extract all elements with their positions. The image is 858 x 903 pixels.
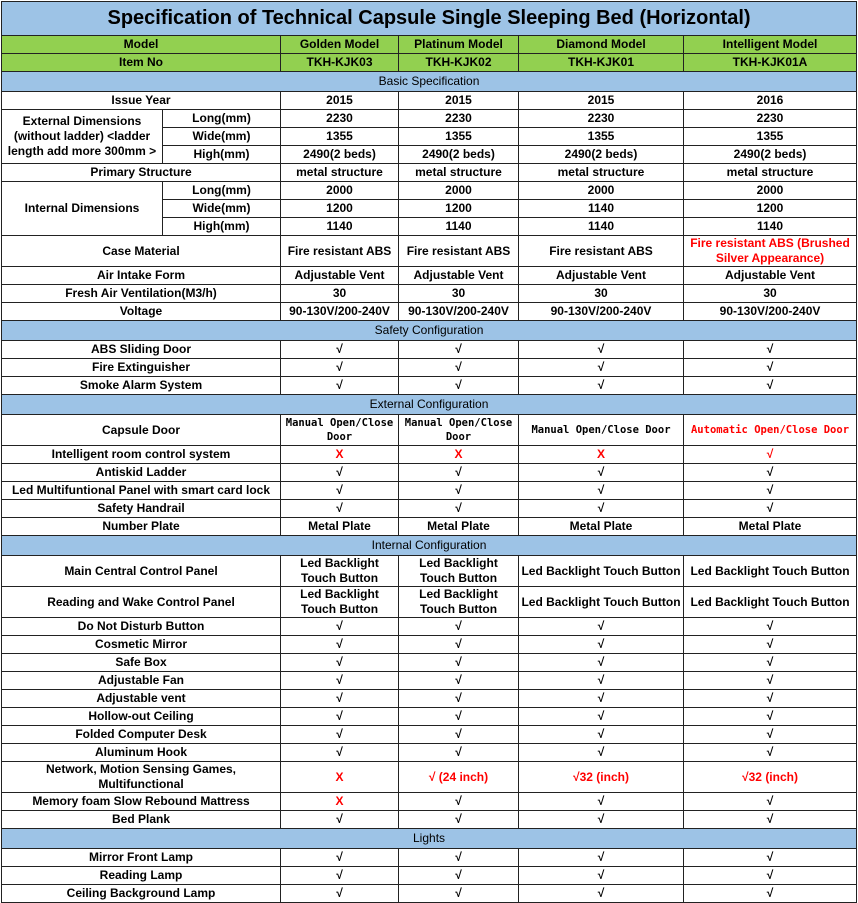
- section-header: [2, 72, 857, 92]
- row-label: Air Intake Form: [2, 267, 281, 285]
- row-label: Smoke Alarm System: [2, 377, 281, 395]
- table-row: [2, 359, 857, 377]
- table-row: [2, 377, 857, 395]
- spec-value: 1200: [684, 200, 857, 218]
- spec-value: 2490(2 beds): [399, 146, 519, 164]
- row-label: Reading and Wake Control Panel: [2, 587, 281, 618]
- table-row: [2, 636, 857, 654]
- table-row: [2, 849, 857, 867]
- spec-value: 2230: [281, 110, 399, 128]
- sub-label: Long(mm): [163, 182, 281, 200]
- model-diamond: Diamond Model: [519, 36, 684, 54]
- table-row: [2, 182, 857, 200]
- spec-value: 2490(2 beds): [519, 146, 684, 164]
- spec-value: √: [281, 618, 399, 636]
- spec-value: √: [684, 482, 857, 500]
- section-title: Internal Configuration: [2, 536, 857, 556]
- table-row: [2, 618, 857, 636]
- table-row: [2, 92, 857, 110]
- spec-value: √: [519, 744, 684, 762]
- model-intelligent: Intelligent Model: [684, 36, 857, 54]
- table-row: [2, 415, 857, 446]
- spec-value: √: [399, 341, 519, 359]
- table-row: [2, 744, 857, 762]
- spec-value: X: [281, 793, 399, 811]
- spec-value: 2000: [519, 182, 684, 200]
- spec-value: √: [684, 849, 857, 867]
- row-label: Led Multifuntional Panel with smart card lock: [2, 482, 281, 500]
- spec-value: 1140: [684, 218, 857, 236]
- spec-value: √: [684, 811, 857, 829]
- table-row: [2, 303, 857, 321]
- spec-value: 30: [684, 285, 857, 303]
- group-label: External Dimensions (without ladder) <ladder length add more 300mm >: [2, 110, 163, 164]
- spec-value: 90-130V/200-240V: [684, 303, 857, 321]
- spec-value: Led Backlight Touch Button: [399, 587, 519, 618]
- section-title: Basic Specification: [2, 72, 857, 92]
- item-platinum: TKH-KJK02: [399, 54, 519, 72]
- spec-value: √: [519, 482, 684, 500]
- spec-table: [1, 1, 857, 903]
- spec-value: √: [519, 341, 684, 359]
- row-label: Network, Motion Sensing Games, Multifunctional: [2, 762, 281, 793]
- row-label: Ceiling Background Lamp: [2, 885, 281, 903]
- table-row: [2, 762, 857, 793]
- row-label: Fresh Air Ventilation(M3/h): [2, 285, 281, 303]
- spec-value: 1200: [399, 200, 519, 218]
- row-label: ABS Sliding Door: [2, 341, 281, 359]
- spec-value: X: [281, 446, 399, 464]
- spec-value: √: [684, 359, 857, 377]
- spec-value: Led Backlight Touch Button: [399, 556, 519, 587]
- spec-value: 90-130V/200-240V: [281, 303, 399, 321]
- spec-value: √: [281, 654, 399, 672]
- spec-value: √32 (inch): [519, 762, 684, 793]
- row-label: Reading Lamp: [2, 867, 281, 885]
- spec-value: √: [399, 726, 519, 744]
- spec-value: Led Backlight Touch Button: [519, 556, 684, 587]
- sub-label: High(mm): [163, 146, 281, 164]
- row-label: Fire Extinguisher: [2, 359, 281, 377]
- row-label: Number Plate: [2, 518, 281, 536]
- table-row: [2, 285, 857, 303]
- row-label: Mirror Front Lamp: [2, 849, 281, 867]
- spec-value: √: [399, 618, 519, 636]
- spec-value: √: [684, 726, 857, 744]
- section-header: [2, 536, 857, 556]
- item-diamond: TKH-KJK01: [519, 54, 684, 72]
- spec-value: √: [281, 726, 399, 744]
- spec-value: √: [684, 708, 857, 726]
- spec-value: 2230: [399, 110, 519, 128]
- spec-value: Fire resistant ABS: [519, 236, 684, 267]
- spec-value: √: [281, 690, 399, 708]
- row-label: Case Material: [2, 236, 281, 267]
- spec-value: Metal Plate: [684, 518, 857, 536]
- table-row: [2, 867, 857, 885]
- sub-label: High(mm): [163, 218, 281, 236]
- row-label: Cosmetic Mirror: [2, 636, 281, 654]
- spec-value: 1140: [399, 218, 519, 236]
- spec-value: 30: [399, 285, 519, 303]
- row-label: Aluminum Hook: [2, 744, 281, 762]
- table-row: [2, 811, 857, 829]
- spec-value: √: [684, 446, 857, 464]
- spec-value: 2490(2 beds): [684, 146, 857, 164]
- spec-value: √: [684, 885, 857, 903]
- spec-value: 2016: [684, 92, 857, 110]
- row-label: Safe Box: [2, 654, 281, 672]
- spec-value: √: [519, 636, 684, 654]
- spec-value: √: [399, 744, 519, 762]
- spec-value: √: [684, 500, 857, 518]
- spec-value: √: [281, 885, 399, 903]
- spec-value: 1140: [519, 218, 684, 236]
- spec-value: √: [399, 885, 519, 903]
- row-label: Safety Handrail: [2, 500, 281, 518]
- spec-value: √: [519, 793, 684, 811]
- row-label: Memory foam Slow Rebound Mattress: [2, 793, 281, 811]
- spec-value: √: [281, 672, 399, 690]
- spec-value: √: [399, 811, 519, 829]
- spec-value: √: [519, 654, 684, 672]
- spec-value: √: [684, 377, 857, 395]
- model-golden: Golden Model: [281, 36, 399, 54]
- spec-value: 2000: [399, 182, 519, 200]
- spec-value: Led Backlight Touch Button: [519, 587, 684, 618]
- spec-value: 90-130V/200-240V: [519, 303, 684, 321]
- spec-value: 2490(2 beds): [281, 146, 399, 164]
- spec-value: Metal Plate: [399, 518, 519, 536]
- table-row: [2, 500, 857, 518]
- spec-value: metal structure: [399, 164, 519, 182]
- spec-value: √: [519, 690, 684, 708]
- spec-value: 1355: [684, 128, 857, 146]
- spec-value: Metal Plate: [281, 518, 399, 536]
- item-golden: TKH-KJK03: [281, 54, 399, 72]
- spec-value: 1355: [399, 128, 519, 146]
- row-label: Bed Plank: [2, 811, 281, 829]
- spec-value: Fire resistant ABS (Brushed Silver Appearance): [684, 236, 857, 267]
- spec-value: Manual Open/Close Door: [519, 415, 684, 446]
- spec-value: √: [519, 708, 684, 726]
- spec-value: √: [281, 464, 399, 482]
- table-row: [2, 654, 857, 672]
- spec-value: 90-130V/200-240V: [399, 303, 519, 321]
- spec-value: Led Backlight Touch Button: [281, 587, 399, 618]
- row-label: Voltage: [2, 303, 281, 321]
- spec-value: Fire resistant ABS: [281, 236, 399, 267]
- spec-value: Adjustable Vent: [399, 267, 519, 285]
- spec-value: 2015: [281, 92, 399, 110]
- section-title: External Configuration: [2, 395, 857, 415]
- group-label: Internal Dimensions: [2, 182, 163, 236]
- row-label: Intelligent room control system: [2, 446, 281, 464]
- section-title: Safety Configuration: [2, 321, 857, 341]
- row-label: Hollow-out Ceiling: [2, 708, 281, 726]
- spec-value: Automatic Open/Close Door: [684, 415, 857, 446]
- table-row: [2, 708, 857, 726]
- spec-value: Led Backlight Touch Button: [684, 587, 857, 618]
- spec-value: √: [281, 377, 399, 395]
- model-row: [2, 36, 857, 54]
- table-row: [2, 110, 857, 128]
- spec-value: metal structure: [519, 164, 684, 182]
- spec-value: √: [519, 618, 684, 636]
- page-title: Specification of Technical Capsule Single Sleeping Bed (Horizontal): [2, 2, 857, 36]
- item-row: [2, 54, 857, 72]
- spec-value: Manual Open/Close Door: [399, 415, 519, 446]
- spec-value: √: [684, 341, 857, 359]
- model-platinum: Platinum Model: [399, 36, 519, 54]
- spec-value: √: [684, 618, 857, 636]
- item-label: Item No: [2, 54, 281, 72]
- spec-value: √: [519, 672, 684, 690]
- spec-value: 2015: [519, 92, 684, 110]
- spec-value: √: [684, 654, 857, 672]
- spec-value: √: [281, 867, 399, 885]
- spec-value: √: [281, 359, 399, 377]
- row-label: Main Central Control Panel: [2, 556, 281, 587]
- table-row: [2, 672, 857, 690]
- spec-value: √: [684, 636, 857, 654]
- spec-value: √: [399, 690, 519, 708]
- spec-value: metal structure: [281, 164, 399, 182]
- spec-value: X: [519, 446, 684, 464]
- spec-value: √: [281, 811, 399, 829]
- spec-value: Adjustable Vent: [684, 267, 857, 285]
- spec-value: √ (24 inch): [399, 762, 519, 793]
- spec-value: 2000: [684, 182, 857, 200]
- row-label: Folded Computer Desk: [2, 726, 281, 744]
- spec-value: √: [684, 690, 857, 708]
- spec-value: 1140: [519, 200, 684, 218]
- spec-value: metal structure: [684, 164, 857, 182]
- table-row: [2, 885, 857, 903]
- table-row: [2, 690, 857, 708]
- spec-value: √: [281, 708, 399, 726]
- spec-value: √: [399, 867, 519, 885]
- row-label: Issue Year: [2, 92, 281, 110]
- spec-value: Manual Open/Close Door: [281, 415, 399, 446]
- spec-value: √: [281, 636, 399, 654]
- spec-value: √: [399, 708, 519, 726]
- table-row: [2, 267, 857, 285]
- spec-value: 2230: [684, 110, 857, 128]
- spec-value: Metal Plate: [519, 518, 684, 536]
- spec-value: √: [519, 885, 684, 903]
- spec-value: √: [399, 359, 519, 377]
- spec-value: Adjustable Vent: [281, 267, 399, 285]
- spec-value: √: [399, 377, 519, 395]
- row-label: Adjustable Fan: [2, 672, 281, 690]
- spec-value: 1355: [281, 128, 399, 146]
- spec-value: √: [519, 359, 684, 377]
- row-label: Antiskid Ladder: [2, 464, 281, 482]
- table-row: [2, 341, 857, 359]
- spec-value: X: [281, 762, 399, 793]
- spec-value: √: [684, 672, 857, 690]
- spec-value: √: [519, 849, 684, 867]
- row-label: Do Not Disturb Button: [2, 618, 281, 636]
- spec-value: 2000: [281, 182, 399, 200]
- table-row: [2, 446, 857, 464]
- spec-value: √: [519, 726, 684, 744]
- sub-label: Wide(mm): [163, 200, 281, 218]
- section-header: [2, 395, 857, 415]
- spec-value: √: [684, 793, 857, 811]
- table-row: [2, 482, 857, 500]
- table-row: [2, 518, 857, 536]
- spec-value: 1200: [281, 200, 399, 218]
- spec-value: 2230: [519, 110, 684, 128]
- spec-value: 30: [519, 285, 684, 303]
- section-header: [2, 829, 857, 849]
- spec-value: √: [281, 482, 399, 500]
- spec-value: √: [519, 500, 684, 518]
- table-row: [2, 793, 857, 811]
- spec-value: √: [281, 744, 399, 762]
- spec-value: 1140: [281, 218, 399, 236]
- table-row: [2, 164, 857, 182]
- spec-value: √: [519, 811, 684, 829]
- spec-value: √: [281, 341, 399, 359]
- spec-value: 2015: [399, 92, 519, 110]
- table-row: [2, 556, 857, 587]
- spec-value: √: [399, 672, 519, 690]
- sub-label: Long(mm): [163, 110, 281, 128]
- spec-value: X: [399, 446, 519, 464]
- spec-value: √: [399, 654, 519, 672]
- spec-value: √: [519, 867, 684, 885]
- spec-value: √: [281, 849, 399, 867]
- spec-value: √: [281, 500, 399, 518]
- spec-value: Adjustable Vent: [519, 267, 684, 285]
- item-intelligent: TKH-KJK01A: [684, 54, 857, 72]
- spec-value: √: [684, 744, 857, 762]
- spec-value: 30: [281, 285, 399, 303]
- spec-value: 1355: [519, 128, 684, 146]
- table-row: [2, 236, 857, 267]
- section-header: [2, 321, 857, 341]
- section-title: Lights: [2, 829, 857, 849]
- spec-value: √: [399, 482, 519, 500]
- row-label: Primary Structure: [2, 164, 281, 182]
- spec-value: √: [399, 464, 519, 482]
- spec-value: √: [684, 867, 857, 885]
- spec-value: Led Backlight Touch Button: [684, 556, 857, 587]
- table-row: [2, 726, 857, 744]
- spec-value: Fire resistant ABS: [399, 236, 519, 267]
- spec-value: √: [399, 500, 519, 518]
- spec-value: √: [399, 636, 519, 654]
- spec-value: √: [399, 793, 519, 811]
- sub-label: Wide(mm): [163, 128, 281, 146]
- spec-value: √: [519, 377, 684, 395]
- spec-value: √: [684, 464, 857, 482]
- model-label: Model: [2, 36, 281, 54]
- table-row: [2, 464, 857, 482]
- row-label: Adjustable vent: [2, 690, 281, 708]
- spec-value: √: [519, 464, 684, 482]
- spec-value: √: [399, 849, 519, 867]
- spec-value: √32 (inch): [684, 762, 857, 793]
- table-row: [2, 587, 857, 618]
- row-label: Capsule Door: [2, 415, 281, 446]
- spec-value: Led Backlight Touch Button: [281, 556, 399, 587]
